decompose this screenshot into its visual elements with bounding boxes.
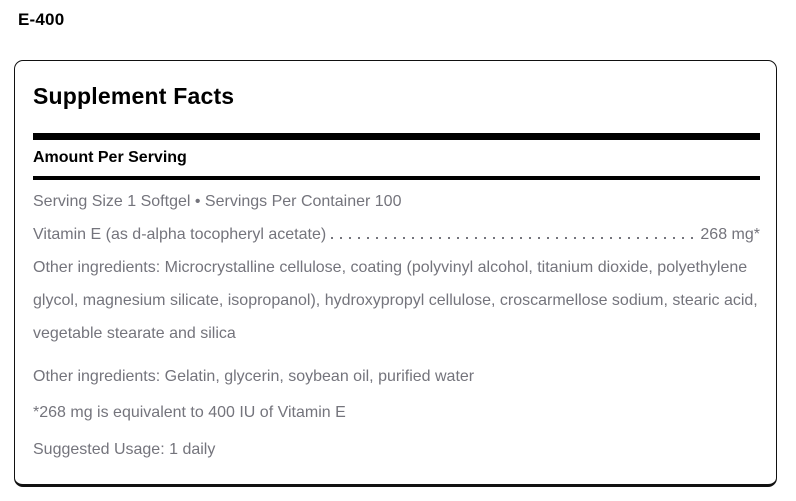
panel-title: Supplement Facts (33, 83, 235, 109)
other-ingredients-coating: Other ingredients: Microcrystalline cellulose, coating (polyvinyl alcohol, titanium dioxide, polyethylene glycol, magnesium silicate, isopropanol), hydroxypropyl cellulose, croscarmellose sodium, stearic acid, vegetable stearate and silica (33, 259, 758, 342)
dot-leader (331, 237, 695, 239)
nutrient-row (33, 218, 760, 251)
divider-medium (33, 176, 760, 180)
page-title: E-400 (18, 10, 65, 29)
equivalence-note: *268 mg is equivalent to 400 IU of Vitamin E (33, 404, 346, 421)
other-ingredients-softgel: Other ingredients: Gelatin, glycerin, soybean oil, purified water (33, 368, 475, 385)
nutrient-name: Vitamin E (as d-alpha tocopheryl acetate) (33, 226, 327, 243)
supplement-facts-panel (14, 60, 777, 487)
serving-info: Serving Size 1 Softgel • Servings Per Container 100 (33, 193, 402, 210)
divider-thick (33, 133, 760, 140)
suggested-usage: Suggested Usage: 1 daily (33, 441, 216, 458)
section-header-amount-per-serving: Amount Per Serving (33, 149, 187, 166)
nutrient-amount: 268 mg* (700, 226, 760, 243)
